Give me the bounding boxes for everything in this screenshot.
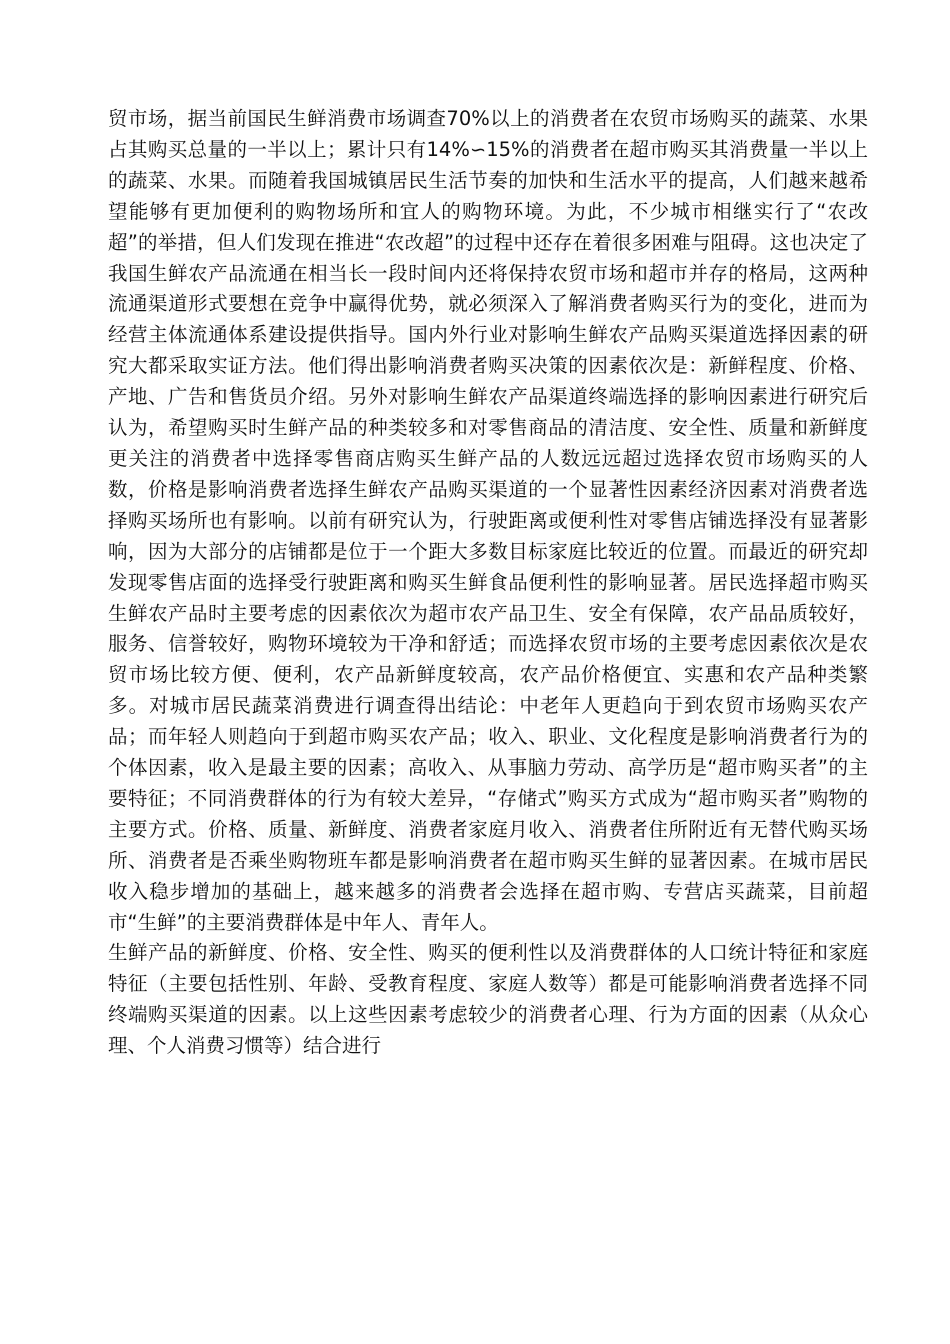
document-body xyxy=(108,104,868,1062)
paragraph-influencing-factors: 生鲜产品的新鲜度、价格、安全性、购买的便利性以及消费群体的人口统计特征和家庭特征（主要包括性别、年龄、受教育程度、家庭人数等）都是可能影响消费者选择不同终端购买渠道的因素。以上这些因素考虑较少的消费者心理、行为方面的因素（从众心理、个人消费习惯等）结合进行 xyxy=(108,941,868,1058)
paragraph-consumer-channel-research: 贸市场，据当前国民生鲜消费市场调查70%以上的消费者在农贸市场购买的蔬菜、水果占其购买总量的一半以上；累计只有14%∽15%的消费者在超市购买其消费量一半以上的蔬菜、水果。而随着我国城镇居民生活节奏的加快和生活水平的提高，人们越来越希望能够有更加便利的购物场所和宜人的购物环境。为此，不少城市相继实行了“农改超”的举措，但人们发现在推进“农改超”的过程中还存在着很多困难与阻碍。这也决定了我国生鲜农产品流通在相当长一段时间内还将保持农贸市场和超市并存的格局，这两种流通渠道形式要想在竞争中赢得优势，就必须深入了解消费者购买行为的变化，进而为经营主体流通体系建设提供指导。国内外行业对影响生鲜农产品购买渠道选择因素的研究大都采取实证方法。他们得出影响消费者购买决策的因素依次是：新鲜程度、价格、产地、广告和售货员介绍。另外对影响生鲜农产品渠道终端选择的影响因素进行研究后认为，希望购买时生鲜产品的种类较多和对零售商品的清洁度、安全性、质量和新鲜度更关注的消费者中选择零售商店购买生鲜产品的人数远远超过选择农贸市场购买的人数，价格是影响消费者选择生鲜农产品购买渠道的一个显著性因素经济因素对消费者选择购买场所也有影响。以前有研究认为，行驶距离或便利性对零售店铺选择没有显著影响，因为大部分的店铺都是位于一个距大多数目标家庭比较近的位置。而最近的研究却发现零售店面的选择受行驶距离和购买生鲜食品便利性的影响显著。居民选择超市购买生鲜农产品时主要考虑的因素依次为超市农产品卫生、安全有保障，农产品品质较好，服务、信誉较好，购物环境较为干净和舒适；而选择农贸市场的主要考虑因素依次是农贸市场比较方便、便利，农产品新鲜度较高，农产品价格便宜、实惠和农产品种类繁多。对城市居民蔬菜消费进行调查得出结论：中老年人更趋向于到农贸市场购买农产品；而年轻人则趋向于到超市购买农产品；收入、职业、文化程度是影响消费者行为的个体因素，收入是最主要的因素；高收入、从事脑力劳动、高学历是“超市购买者”的主要特征；不同消费群体的行为有较大差异，“存储式”购买方式成为“超市购买者”购物的主要方式。价格、质量、新鲜度、消费者家庭月收入、消费者住所附近有无替代购买场所、消费者是否乘坐购物班车都是影响消费者在超市购买生鲜的显著因素。在城市居民收入稳步增加的基础上，越来越多的消费者会选择在超市购、专营店买蔬菜，目前超市“生鲜”的主要消费群体是中年人、青年人。 xyxy=(108,107,868,934)
